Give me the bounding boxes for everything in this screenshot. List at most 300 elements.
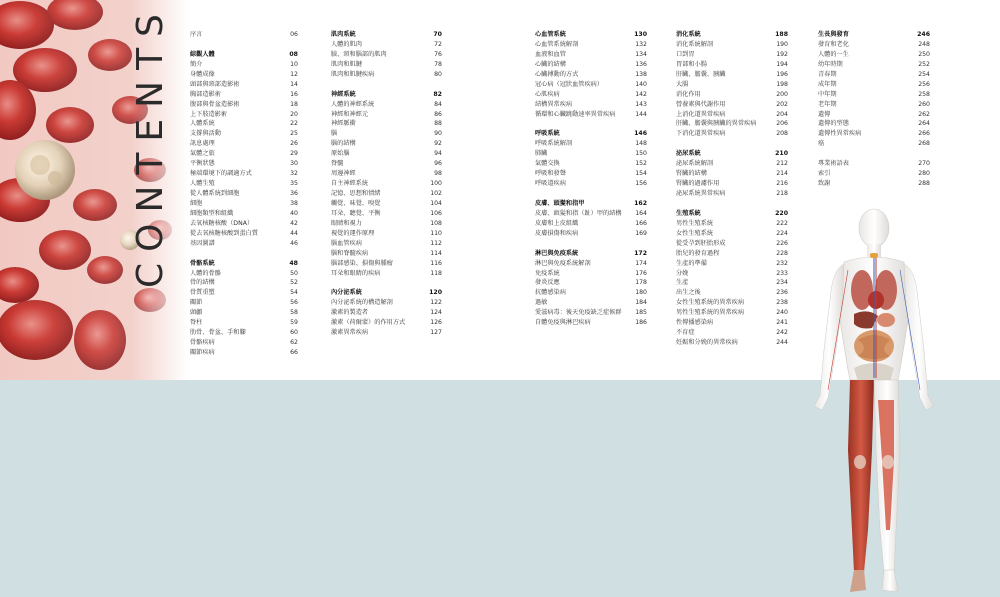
toc-entry[interactable] — [818, 139, 930, 149]
toc-entry-page: 169 — [635, 229, 647, 237]
toc-entry[interactable] — [676, 189, 788, 199]
toc-entry-page: 162 — [634, 199, 647, 207]
toc-entry-title: 致謝 — [818, 180, 831, 188]
toc-entry-title: 皮膚和上皮組織 — [535, 219, 579, 227]
toc-entry-title: 泌尿系統解剖 — [676, 160, 714, 168]
toc-entry[interactable] — [535, 308, 647, 318]
toc-entry[interactable] — [190, 348, 298, 358]
toc-entry-title: 皮膚、頭髮和指（趾）甲的結構 — [535, 209, 622, 217]
toc-entry-page: 42 — [290, 219, 298, 227]
toc-entry[interactable] — [190, 70, 298, 80]
toc-entry-page: 142 — [635, 90, 647, 98]
toc-section-heading[interactable] — [676, 30, 788, 40]
toc-entry-title: 血液和血管 — [535, 50, 566, 58]
toc-entry-title: 下消化道異常疾病 — [676, 130, 726, 138]
toc-entry-page: 224 — [776, 229, 788, 237]
toc-section-heading[interactable] — [331, 288, 442, 298]
toc-entry-title: 頭部與頸部造影術 — [190, 80, 240, 88]
toc-entry[interactable] — [190, 269, 298, 279]
toc-entry-title: 呼吸系統 — [535, 130, 560, 138]
toc-entry[interactable] — [676, 60, 788, 70]
toc-entry-title: 女性生殖系統的異常疾病 — [676, 299, 745, 307]
toc-entry-title: 消化系統 — [676, 31, 701, 38]
toc-entry[interactable] — [676, 80, 788, 90]
toc-entry-title: 生產的準備 — [676, 259, 707, 267]
toc-entry[interactable] — [331, 328, 442, 338]
toc-entry-title: 激素異常疾病 — [331, 329, 369, 337]
toc-entry-page: 84 — [434, 100, 442, 108]
toc-entry-page: 194 — [776, 60, 788, 68]
toc-entry[interactable] — [190, 338, 298, 348]
toc-entry[interactable] — [535, 110, 647, 120]
toc-entry[interactable] — [331, 40, 442, 50]
toc-entry-title: 人體生殖 — [190, 180, 215, 188]
human-anatomy-figure — [798, 200, 948, 597]
toc-entry-page: 252 — [918, 60, 930, 68]
toc-section — [818, 30, 930, 149]
toc-entry[interactable] — [676, 90, 788, 100]
toc-entry-page: 104 — [430, 199, 442, 207]
toc-entry[interactable] — [331, 70, 442, 80]
toc-column — [190, 30, 298, 358]
toc-entry[interactable] — [676, 129, 788, 139]
toc-entry-page: 270 — [918, 160, 930, 168]
toc-entry-title: 淋巴與免疫系統解剖 — [535, 259, 591, 267]
toc-entry[interactable] — [535, 269, 647, 279]
toc-entry-page: 192 — [776, 50, 788, 58]
toc-entry-page: 106 — [430, 209, 442, 217]
toc-entry[interactable] — [190, 30, 298, 40]
toc-entry-title: 泌尿系統 — [676, 150, 701, 158]
toc-entry[interactable] — [331, 159, 442, 169]
toc-entry[interactable] — [535, 259, 647, 269]
toc-entry-page: 188 — [775, 31, 788, 38]
toc-entry-title: 心血管系統解剖 — [535, 40, 579, 48]
toc-entry-page: 166 — [635, 219, 647, 227]
toc-section — [676, 149, 788, 199]
toc-entry-title: 中年期 — [818, 90, 837, 98]
toc-entry-page: 16 — [290, 90, 298, 98]
toc-entry-page: 36 — [290, 190, 298, 197]
toc-column — [535, 30, 647, 328]
toc-entry[interactable] — [535, 50, 647, 60]
toc-entry[interactable] — [331, 189, 442, 199]
toc-section-heading[interactable] — [190, 50, 298, 60]
toc-entry[interactable] — [535, 40, 647, 50]
toc-entry-page: 94 — [434, 150, 442, 158]
toc-entry-page: 100 — [430, 180, 442, 188]
toc-entry[interactable] — [676, 70, 788, 80]
toc-entry[interactable] — [331, 169, 442, 179]
toc-entry[interactable] — [535, 80, 647, 90]
toc-entry[interactable] — [190, 189, 298, 199]
toc-entry-page: 08 — [289, 50, 298, 58]
toc-entry-page: 238 — [776, 299, 788, 307]
toc-entry-title: 過敏 — [535, 299, 548, 307]
toc-entry-title: 序言 — [190, 31, 203, 38]
toc-entry-title: 腦和脊髓疾病 — [331, 249, 369, 257]
toc-entry-title: 肺臟 — [535, 150, 548, 158]
toc-entry[interactable] — [190, 209, 298, 219]
toc-entry-title: 遺傳的型態 — [818, 120, 849, 128]
toc-entry-title: 口到胃 — [676, 50, 695, 58]
toc-entry-title: 骨骼疾病 — [190, 339, 215, 347]
toc-entry-page: 178 — [635, 279, 647, 287]
toc-entry-title: 神經脈衝 — [331, 120, 356, 128]
toc-entry-title: 從人體系統到細胞 — [190, 190, 240, 197]
toc-entry-page: 18 — [290, 100, 298, 108]
toc-entry[interactable] — [818, 80, 930, 90]
toc-entry[interactable] — [676, 219, 788, 229]
toc-entry-title: 人體的肌肉 — [331, 40, 362, 48]
toc-entry-title: 肌肉和肌腱疾病 — [331, 70, 375, 78]
toc-entry-page: 154 — [635, 170, 647, 178]
toc-entry-title: 胃部和小腸 — [676, 60, 707, 68]
toc-entry-title: 腦的結構 — [331, 140, 356, 148]
toc-entry-page: 148 — [635, 140, 647, 148]
toc-entry-page: 44 — [290, 229, 298, 237]
toc-entry-title: 淋巴與免疫系統 — [535, 249, 579, 257]
toc-section-heading[interactable] — [818, 30, 930, 40]
toc-entry[interactable] — [331, 139, 442, 149]
toc-entry[interactable] — [818, 159, 930, 169]
toc-entry[interactable] — [190, 219, 298, 229]
toc-entry-page: 25 — [290, 130, 298, 138]
toc-entry[interactable] — [190, 199, 298, 209]
toc-entry-page: 80 — [434, 70, 442, 78]
toc-entry[interactable] — [331, 129, 442, 139]
toc-entry[interactable] — [331, 308, 442, 318]
toc-entry-title: 關節疾病 — [190, 349, 215, 356]
toc-entry[interactable] — [676, 119, 788, 129]
toc-entry[interactable] — [190, 229, 298, 239]
toc-entry-page: 190 — [776, 40, 788, 48]
toc-entry-page: 254 — [918, 70, 930, 78]
toc-entry-page: 110 — [430, 229, 442, 237]
toc-entry[interactable] — [676, 169, 788, 179]
toc-entry-title: 幼年時期 — [818, 60, 843, 68]
toc-entry[interactable] — [331, 179, 442, 189]
toc-entry[interactable] — [818, 70, 930, 80]
toc-entry-title: 肝臟、膽囊、胰臟 — [676, 70, 726, 78]
toc-entry-page: 264 — [918, 120, 930, 128]
toc-entry[interactable] — [676, 308, 788, 318]
toc-entry-title: 發育和老化 — [818, 40, 849, 48]
toc-entry[interactable] — [676, 50, 788, 60]
toc-entry-page: 218 — [776, 190, 788, 197]
toc-entry-page: 146 — [634, 130, 647, 138]
toc-entry[interactable] — [190, 328, 298, 338]
toc-entry[interactable] — [676, 288, 788, 298]
toc-entry[interactable] — [535, 229, 647, 239]
toc-entry-page: 82 — [433, 90, 442, 98]
toc-section-heading[interactable] — [535, 30, 647, 40]
toc-entry-page: 206 — [776, 120, 788, 128]
toc-entry-page: 134 — [635, 50, 647, 58]
toc-entry[interactable] — [331, 209, 442, 219]
toc-entry[interactable] — [331, 259, 442, 269]
toc-entry-title: 妊娠和分娩的異常疾病 — [676, 339, 738, 347]
toc-entry[interactable] — [190, 139, 298, 149]
toc-entry-page: 234 — [776, 279, 788, 287]
toc-entry[interactable] — [818, 119, 930, 129]
toc-entry[interactable] — [190, 60, 298, 70]
toc-entry-page: 12 — [290, 70, 298, 78]
toc-entry[interactable] — [535, 100, 647, 110]
toc-entry[interactable] — [190, 288, 298, 298]
toc-entry-page: 241 — [776, 319, 788, 327]
toc-entry[interactable] — [535, 70, 647, 80]
toc-section — [535, 199, 647, 239]
toc-entry-title: 大腸 — [676, 80, 689, 88]
toc-entry-title: 身體成像 — [190, 70, 215, 78]
toc-entry-page: 212 — [776, 160, 788, 168]
toc-entry[interactable] — [331, 119, 442, 129]
toc-entry-page: 268 — [918, 140, 930, 148]
toc-entry-title: 上消化道異常疾病 — [676, 110, 726, 118]
toc-entry[interactable] — [190, 110, 298, 120]
toc-entry-title: 人體的骨骼 — [190, 269, 221, 277]
toc-entry-title: 極端環境下的調適方式 — [190, 170, 252, 178]
toc-entry-title: 肝臟、膽囊與胰臟的異常疾病 — [676, 120, 757, 128]
toc-entry[interactable] — [331, 110, 442, 120]
toc-section-heading[interactable] — [331, 30, 442, 40]
toc-entry-title: 呼吸和發聲 — [535, 170, 566, 178]
toc-entry-page: 78 — [434, 60, 442, 68]
toc-section-heading[interactable] — [676, 209, 788, 219]
toc-entry[interactable] — [331, 199, 442, 209]
toc-entry[interactable] — [190, 149, 298, 159]
toc-entry-page: 150 — [635, 150, 647, 158]
toc-entry[interactable] — [331, 318, 442, 328]
toc-section-heading[interactable] — [535, 199, 647, 209]
toc-entry-title: 出生之後 — [676, 289, 701, 297]
toc-entry-page: 184 — [635, 299, 647, 307]
toc-entry[interactable] — [818, 100, 930, 110]
toc-entry-title: 基因圖譜 — [190, 239, 215, 247]
toc-entry[interactable] — [818, 90, 930, 100]
toc-entry-title: 胸部造影術 — [190, 90, 221, 98]
toc-section — [190, 50, 298, 249]
toc-entry-title: 分娩 — [676, 269, 689, 277]
toc-entry-title: 成年期 — [818, 80, 837, 88]
toc-entry[interactable] — [535, 159, 647, 169]
toc-section — [190, 30, 298, 40]
toc-entry[interactable] — [535, 139, 647, 149]
toc-column — [818, 30, 930, 189]
toc-entry[interactable] — [818, 50, 930, 60]
toc-entry-title: 皮膚、頭髮和指甲 — [535, 199, 585, 207]
toc-entry[interactable] — [676, 40, 788, 50]
toc-entry-page: 174 — [635, 259, 647, 267]
toc-entry[interactable] — [331, 269, 442, 279]
toc-entry-page: 242 — [776, 329, 788, 337]
toc-entry[interactable] — [535, 90, 647, 100]
toc-entry-title: 結構異常疾病 — [535, 100, 573, 108]
toc-entry-title: 腎臟的結構 — [676, 170, 707, 178]
toc-entry-page: 92 — [434, 140, 442, 148]
toc-entry[interactable] — [818, 129, 930, 139]
toc-entry-title: 從受孕到胚胎形成 — [676, 239, 726, 247]
toc-entry-page: 52 — [290, 279, 298, 287]
toc-entry-title: 自主神經系統 — [331, 180, 369, 188]
toc-entry[interactable] — [331, 249, 442, 259]
toc-entry-page: 280 — [918, 170, 930, 178]
toc-entry-page: 262 — [918, 110, 930, 118]
toc-entry-title: 冠心病（冠狀血管疾病） — [535, 80, 604, 88]
toc-entry-page: 35 — [290, 180, 298, 188]
toc-entry-title: 營養素與代謝作用 — [676, 100, 726, 108]
toc-entry-title: 性傳播感染病 — [676, 319, 714, 327]
toc-entry-page: 240 — [776, 309, 788, 317]
toc-entry-title: 遺傳 — [818, 110, 831, 118]
toc-entry[interactable] — [676, 278, 788, 288]
toc-entry-page: 143 — [635, 100, 647, 108]
toc-entry-title: 男性生殖系統的異常疾病 — [676, 309, 745, 317]
toc-entry[interactable] — [331, 100, 442, 110]
toc-entry-page: 130 — [634, 31, 647, 38]
toc-entry-page: 14 — [290, 80, 298, 88]
toc-entry[interactable] — [190, 129, 298, 139]
toc-entry-page: 70 — [433, 31, 442, 38]
toc-column — [676, 30, 788, 348]
toc-entry[interactable] — [818, 60, 930, 70]
toc-entry-page: 204 — [776, 110, 788, 118]
toc-entry-page: 196 — [776, 70, 788, 78]
toc-entry-page: 30 — [290, 160, 298, 168]
toc-entry[interactable] — [331, 298, 442, 308]
toc-entry[interactable] — [190, 100, 298, 110]
toc-section — [676, 30, 788, 139]
toc-entry-title: 訊息處理 — [190, 140, 215, 148]
contents-title: CONTENTS — [130, 3, 171, 288]
toc-entry[interactable] — [535, 60, 647, 70]
toc-entry-title: 專業術語表 — [818, 160, 849, 168]
toc-entry-page: 214 — [776, 170, 788, 178]
toc-entry-page: 59 — [290, 319, 298, 327]
toc-entry[interactable] — [190, 169, 298, 179]
toc-entry-title: 內分泌系統的構造解剖 — [331, 299, 393, 307]
toc-entry-title: 關節 — [190, 299, 203, 307]
toc-entry-title: 心臟搏動的方式 — [535, 70, 579, 78]
toc-entry[interactable] — [535, 288, 647, 298]
toc-entry-title: 細胞類型和組織 — [190, 209, 234, 217]
toc-entry[interactable] — [190, 239, 298, 249]
toc-entry[interactable] — [676, 179, 788, 189]
toc-entry[interactable] — [676, 298, 788, 308]
toc-entry[interactable] — [331, 219, 442, 229]
toc-entry-title: 抗體感染病 — [535, 289, 566, 297]
toc-entry[interactable] — [818, 179, 930, 189]
toc-entry-page: 136 — [635, 60, 647, 68]
toc-entry[interactable] — [535, 209, 647, 219]
toc-entry[interactable] — [676, 249, 788, 259]
toc-entry-title: 簡介 — [190, 60, 203, 68]
toc-entry[interactable] — [676, 110, 788, 120]
toc-entry[interactable] — [676, 159, 788, 169]
toc-entry-page: 102 — [430, 190, 442, 197]
toc-entry-title: 平衡狀態 — [190, 160, 215, 168]
toc-entry[interactable] — [535, 298, 647, 308]
toc-entry[interactable] — [190, 308, 298, 318]
toc-section-heading[interactable] — [676, 149, 788, 159]
toc-entry[interactable] — [190, 318, 298, 328]
toc-section — [676, 209, 788, 348]
toc-entry[interactable] — [535, 179, 647, 189]
toc-entry-page: 06 — [290, 31, 298, 38]
toc-section-heading[interactable] — [535, 249, 647, 259]
toc-entry[interactable] — [535, 169, 647, 179]
toc-entry[interactable] — [676, 259, 788, 269]
toc-section-heading[interactable] — [331, 90, 442, 100]
toc-entry-page: 116 — [430, 259, 442, 267]
toc-entry[interactable] — [676, 318, 788, 328]
toc-entry-page: 114 — [430, 249, 442, 257]
toc-entry[interactable] — [331, 239, 442, 249]
toc-entry[interactable] — [535, 149, 647, 159]
toc-section-heading[interactable] — [190, 259, 298, 269]
toc-entry-title: 生長與發育 — [818, 31, 849, 38]
toc-entry[interactable] — [676, 239, 788, 249]
toc-entry-title: 腦部感染、損傷與腫瘤 — [331, 259, 393, 267]
toc-entry-title: 癌 — [818, 140, 825, 148]
toc-entry[interactable] — [190, 278, 298, 288]
toc-entry[interactable] — [331, 149, 442, 159]
toc-entry-page: 118 — [430, 269, 442, 277]
toc-entry[interactable] — [818, 40, 930, 50]
toc-entry-title: 呼吸道疾病 — [535, 180, 566, 188]
toc-entry[interactable] — [676, 100, 788, 110]
toc-entry-page: 126 — [430, 319, 442, 327]
toc-entry-page: 140 — [635, 80, 647, 88]
toc-entry-page: 40 — [290, 209, 298, 217]
toc-entry[interactable] — [331, 60, 442, 70]
toc-entry-title: 細胞 — [190, 199, 203, 207]
toc-entry[interactable] — [331, 50, 442, 60]
toc-entry-page: 132 — [635, 40, 647, 48]
toc-section — [818, 159, 930, 189]
toc-entry[interactable] — [535, 278, 647, 288]
toc-entry[interactable] — [190, 159, 298, 169]
toc-entry[interactable] — [676, 229, 788, 239]
toc-entry-title: 去氧核糖核酸（DNA） — [190, 219, 254, 227]
toc-entry[interactable] — [818, 110, 930, 120]
toc-entry[interactable] — [535, 318, 647, 328]
toc-entry[interactable] — [190, 80, 298, 90]
toc-entry[interactable] — [676, 328, 788, 338]
toc-entry-title: 激素的製造者 — [331, 309, 369, 317]
toc-entry[interactable] — [676, 338, 788, 348]
toc-entry[interactable] — [190, 179, 298, 189]
toc-entry-title: 心臟的結構 — [535, 60, 566, 68]
toc-entry-title: 老年期 — [818, 100, 837, 108]
toc-section-heading[interactable] — [535, 129, 647, 139]
toc-entry-page: 176 — [635, 269, 647, 277]
toc-entry[interactable] — [190, 119, 298, 129]
toc-entry-title: 神經系統 — [331, 90, 356, 98]
toc-entry-title: 臉、頸和腦部的肌肉 — [331, 50, 387, 58]
toc-entry[interactable] — [190, 298, 298, 308]
toc-entry[interactable] — [331, 229, 442, 239]
toc-entry-title: 骨骼系統 — [190, 259, 215, 267]
toc-entry[interactable] — [190, 90, 298, 100]
toc-entry-title: 支撐與活動 — [190, 130, 221, 138]
toc-entry-title: 循環和心臟跳動速率異常疾病 — [535, 110, 616, 118]
toc-entry[interactable] — [818, 169, 930, 179]
toc-entry[interactable] — [535, 219, 647, 229]
toc-entry[interactable] — [676, 269, 788, 279]
toc-entry-page: 58 — [290, 309, 298, 317]
